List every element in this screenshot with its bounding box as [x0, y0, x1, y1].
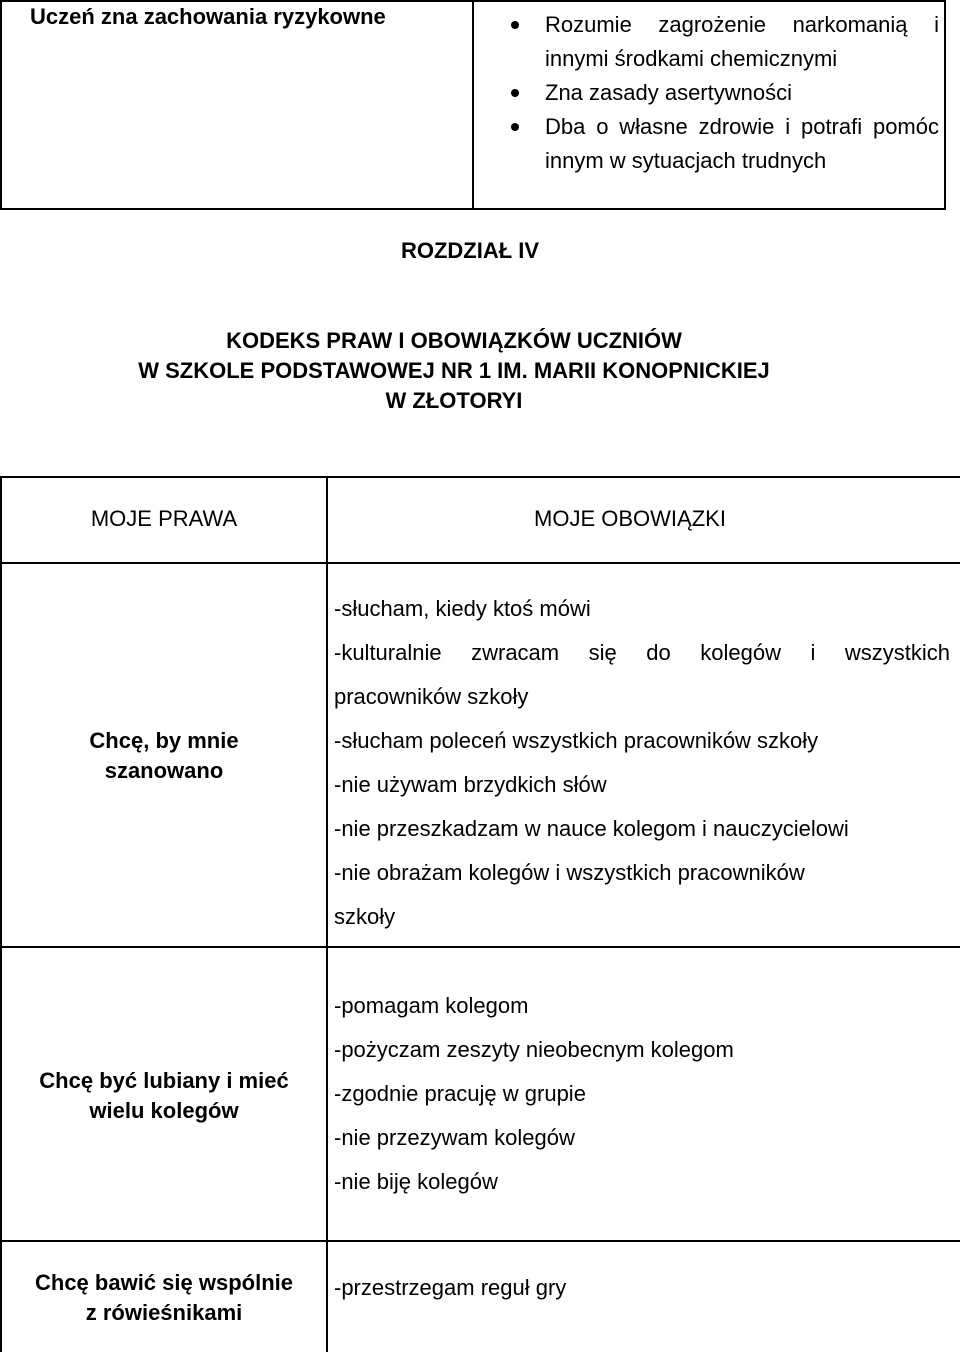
code-title-line: KODEKS PRAW I OBOWIĄZKÓW UCZNIÓW [226, 328, 682, 353]
duty-line: -nie przezywam kolegów [334, 1125, 575, 1150]
right-cell-respect [0, 726, 328, 786]
top-table-border-right [944, 0, 946, 210]
duty-line: -pomagam kolegom [334, 993, 529, 1018]
duties-cell-play [334, 1266, 950, 1310]
duty-line: -zgodnie pracuję w grupie [334, 1081, 586, 1106]
duty-line: -pożyczam zeszyty nieobecnym kolegom [334, 1037, 734, 1062]
table-border-row2-bottom [0, 1240, 960, 1242]
duties-cell-respect [334, 587, 950, 939]
list-item: Zna zasady asertywności [503, 76, 939, 110]
table-border-left [0, 476, 2, 1352]
duty-line: -słucham, kiedy ktoś mówi [334, 596, 591, 621]
duty-line: -nie używam brzydkich słów [334, 772, 607, 797]
top-table-border-left [0, 0, 2, 210]
header-my-rights: MOJE PRAWA [90, 506, 238, 531]
right-cell-line: Chcę bawić się wspólnie [35, 1270, 293, 1295]
header-my-duties: MOJE OBOWIĄZKI [534, 506, 726, 531]
right-cell-line: z rówieśnikami [85, 1300, 243, 1325]
right-cell-play [0, 1268, 328, 1328]
table-border-row1-bottom [0, 946, 960, 948]
risky-behaviours-label: Uczeń zna zachowania ryzykowne [30, 4, 386, 29]
duty-line: -słucham poleceń wszystkich pracowników szkoły [334, 728, 819, 753]
right-cell-line: Chcę być lubiany i mieć [39, 1068, 289, 1093]
code-title-line: W SZKOLE PODSTAWOWEJ NR 1 IM. MARII KONOPNICKIEJ [138, 358, 770, 383]
duty-line: -nie biję kolegów [334, 1169, 498, 1194]
code-title-line: W ZŁOTORYI [385, 388, 523, 413]
table-border-middle [326, 476, 328, 1352]
right-cell-friends [0, 1066, 328, 1126]
risky-behaviours-list [503, 8, 939, 178]
right-cell-line: szanowano [104, 758, 224, 783]
top-table-border-middle [472, 0, 474, 210]
list-item: Dba o własne zdrowie i potrafi pomóc innym w sytuacjach trudnych [503, 110, 939, 178]
code-title [0, 326, 934, 416]
duty-line: szkoły [334, 904, 396, 929]
right-cell-line: Chcę, by mnie [89, 728, 239, 753]
duties-cell-friends [334, 984, 950, 1204]
table-border-header-bottom [0, 562, 960, 564]
duty-line: -nie obrażam kolegów i wszystkich pracowników [334, 860, 805, 885]
right-cell-line: wielu kolegów [89, 1098, 239, 1123]
list-item: Rozumie zagrożenie narkomanią i innymi środkami chemicznymi [503, 8, 939, 76]
table-border-top [0, 476, 960, 478]
duty-line: -kulturalnie zwracam się do kolegów i wszystkich [334, 640, 950, 665]
duty-line: -nie przeszkadzam w nauce kolegom i nauczycielowi [334, 816, 849, 841]
chapter-heading: ROZDZIAŁ IV [400, 238, 540, 263]
duty-line: -przestrzegam reguł gry [334, 1275, 567, 1300]
duty-line: pracowników szkoły [334, 684, 529, 709]
